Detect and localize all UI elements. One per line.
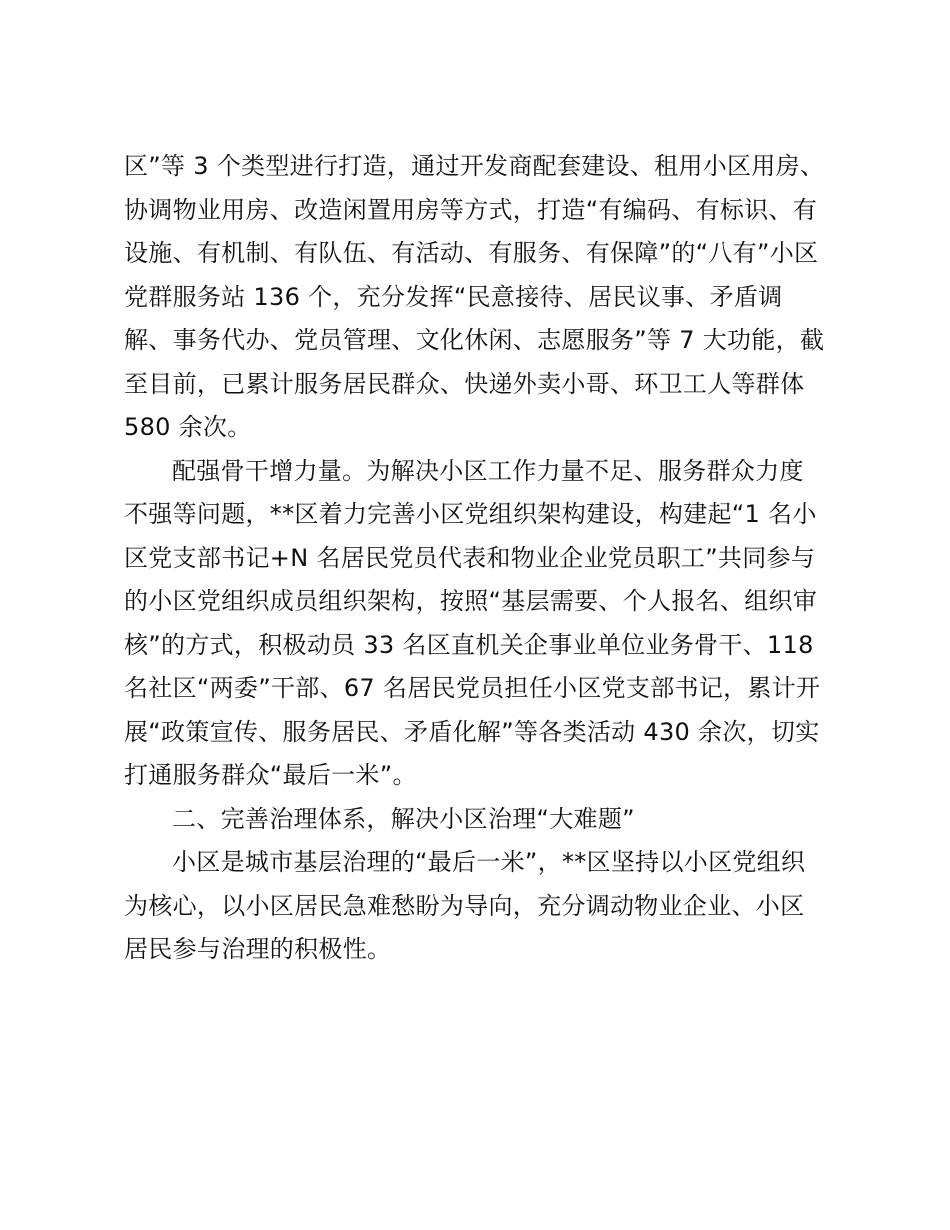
paragraph-2: [124, 450, 836, 798]
paragraph-line: 核”的方式，积极动员 33 名区直机关企事业单位业务骨干、118: [124, 630, 814, 659]
paragraph-line: 至目前，已累计服务居民群众、快递外卖小哥、环卫工人等群体: [124, 369, 805, 398]
paragraph-line: 区”等 3 个类型进行打造，通过开发商配套建设、租用小区用房、: [124, 152, 825, 180]
paragraph-1: [124, 145, 836, 450]
paragraph-line: 解、事务代办、党员管理、文化休闲、志愿服务”等 7 大功能，截: [124, 326, 825, 354]
paragraph-line: 580 余次。: [124, 413, 252, 441]
paragraph-line: 展“政策宣传、服务居民、矛盾化解”等各类活动 430 余次，切实: [124, 717, 820, 746]
paragraph-line: 配强骨干增力量。为解决小区工作力量不足、服务群众力度: [172, 456, 804, 485]
paragraph-line: 党群服务站 136 个，充分发挥“民意接待、居民议事、矛盾调: [124, 282, 783, 311]
paragraph-line: 名社区“两委”干部、67 名居民党员担任小区党支部书记，累计开: [124, 674, 821, 702]
paragraph-line: 的小区党组织成员组织架构，按照“基层需要、个人报名、组织审: [124, 587, 818, 615]
paragraph-line: 为核心，以小区居民急难愁盼为导向，充分调动物业企业、小区: [124, 891, 805, 920]
paragraph-line: 不强等问题，**区着力完善小区党组织架构建设，构建起“1 名小: [124, 500, 817, 528]
section-heading: 二、完善治理体系，解决小区治理“大难题”: [172, 804, 635, 833]
paragraph-line: 协调物业用房、改造闲置用房等方式，打造“有编码、有标识、有: [124, 195, 818, 224]
paragraph-line: 居民参与治理的积极性。: [124, 935, 392, 963]
paragraph-line: 打通服务群众“最后一米”。: [124, 761, 417, 789]
paragraph-line: 小区是城市基层治理的“最后一米”，**区坚持以小区党组织: [172, 848, 806, 876]
paragraph-line: 区党支部书记+N 名居民党员代表和物业企业党员职工”共同参与: [124, 543, 816, 572]
paragraph-line: 设施、有机制、有队伍、有活动、有服务、有保障”的“八有”小区: [124, 239, 819, 267]
paragraph-3: [124, 841, 836, 972]
document-body: [124, 145, 836, 972]
